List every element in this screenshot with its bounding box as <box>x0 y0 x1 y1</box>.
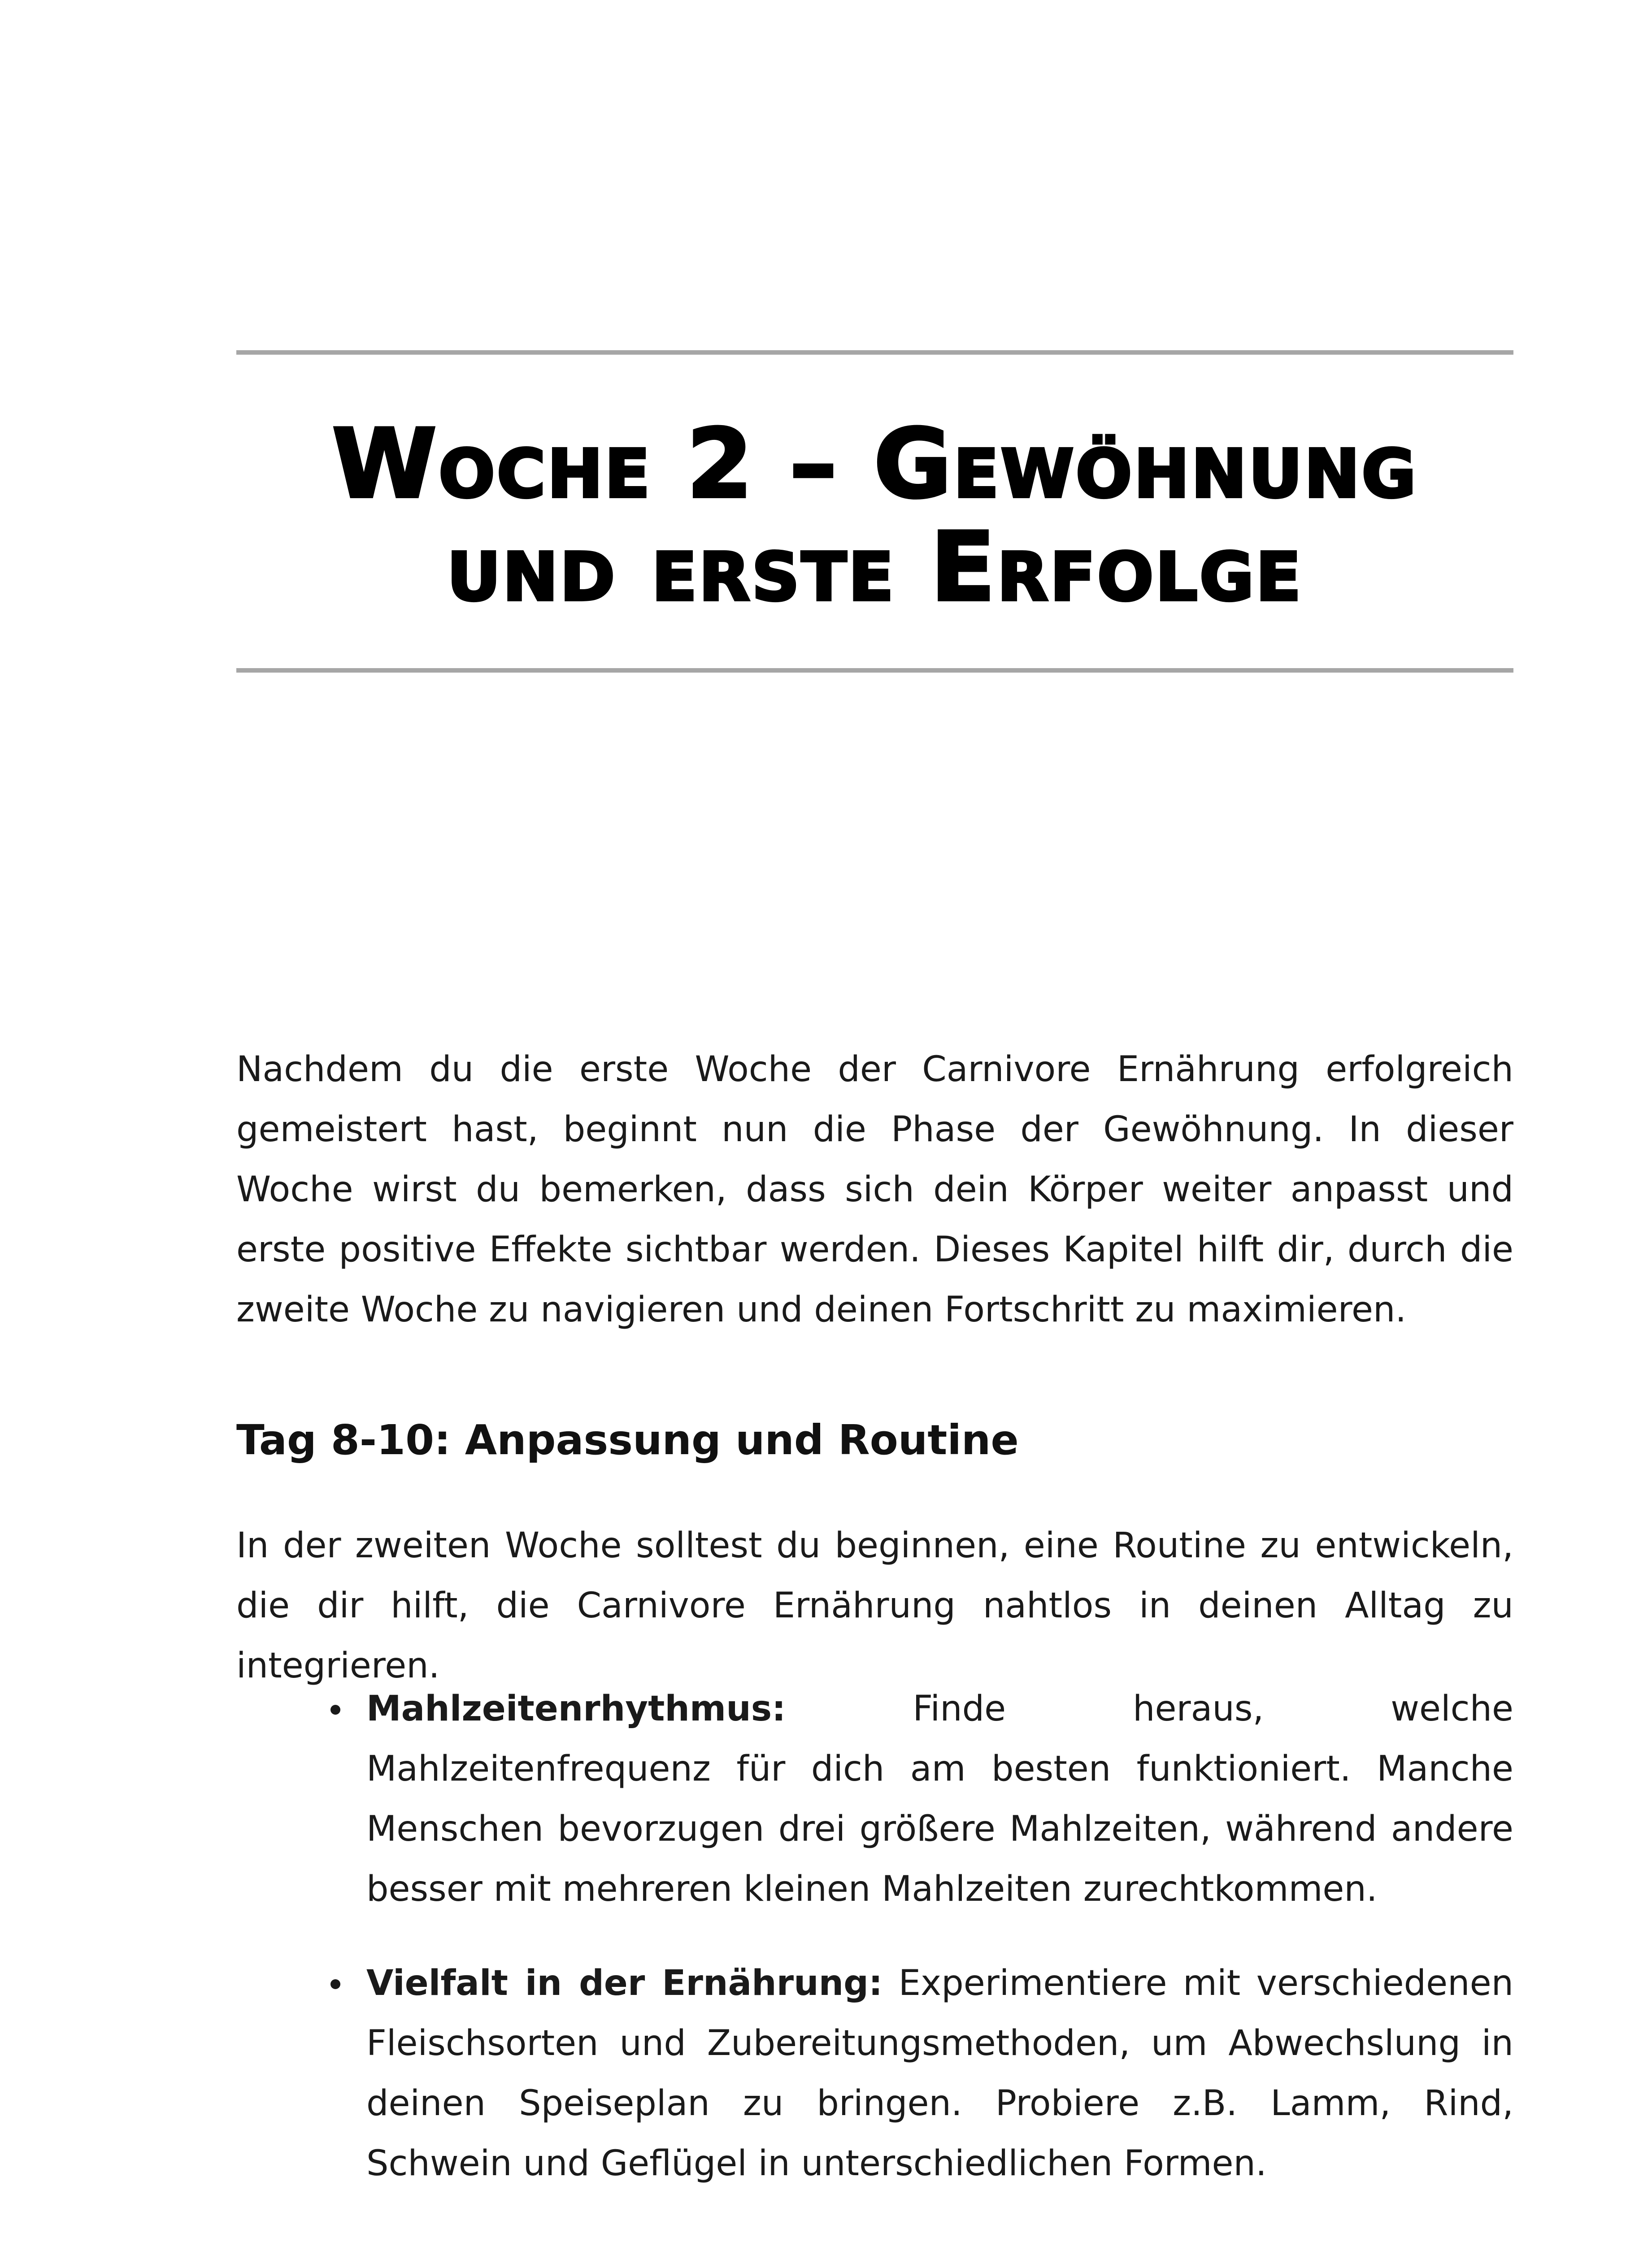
title-rule-top <box>236 350 1513 355</box>
title-rule-bottom <box>236 668 1513 673</box>
bullet-term: Mahlzeitenrhythmus: <box>366 1689 786 1729</box>
bullet-term: Vielfalt in der Ernährung: <box>366 1963 883 2003</box>
intro-paragraph: Nachdem du die erste Woche der Carnivore Ernährung erfolgreich gemeistert hast, beginnt nun die Phase der Gewöhnung. In dieser Woche wirst du bemerken, dass sich dein Körper weiter anpasst und erste positive Effekte sichtbar werden. Dieses Kapitel hilft dir, durch die zweite Woche zu navigieren und deinen Fortschritt zu maximieren. <box>236 1049 1513 1330</box>
bullet-list <box>236 1679 1513 2228</box>
section-paragraph: In der zweiten Woche solltest du beginnen, eine Routine zu entwickeln, die dir hilft, die Carnivore Ernährung nahtlos in deinen Alltag zu integrieren. <box>236 1525 1513 1686</box>
bullet-text: Finde heraus, welche Mahlzeitenfrequenz für dich am besten funktioniert. Manche Menschen bevorzugen drei größere Mahlzeiten, während andere besser mit mehreren kleinen Mahlzeiten zurechtkommen. <box>366 1689 1513 1909</box>
bullet-dot-icon <box>330 1979 340 1989</box>
section-heading: Tag 8-10: Anpassung und Routine <box>236 1416 1019 1464</box>
chapter-title: Woche 2 – Gewöhnung und erste Erfolge <box>332 408 1418 622</box>
bullet-item-mahlzeitenrhythmus <box>236 1679 1513 1919</box>
bullet-item-vielfalt <box>236 1953 1513 2194</box>
bullet-dot-icon <box>330 1705 340 1715</box>
bullet-text: Experimentiere mit verschiedenen Fleischsorten und Zubereitungsmethoden, um Abwechslung in deinen Speiseplan zu bringen. Probiere z.B. Lamm, Rind, Schwein und Geflügel in unterschiedlichen Formen. <box>366 1963 1513 2184</box>
